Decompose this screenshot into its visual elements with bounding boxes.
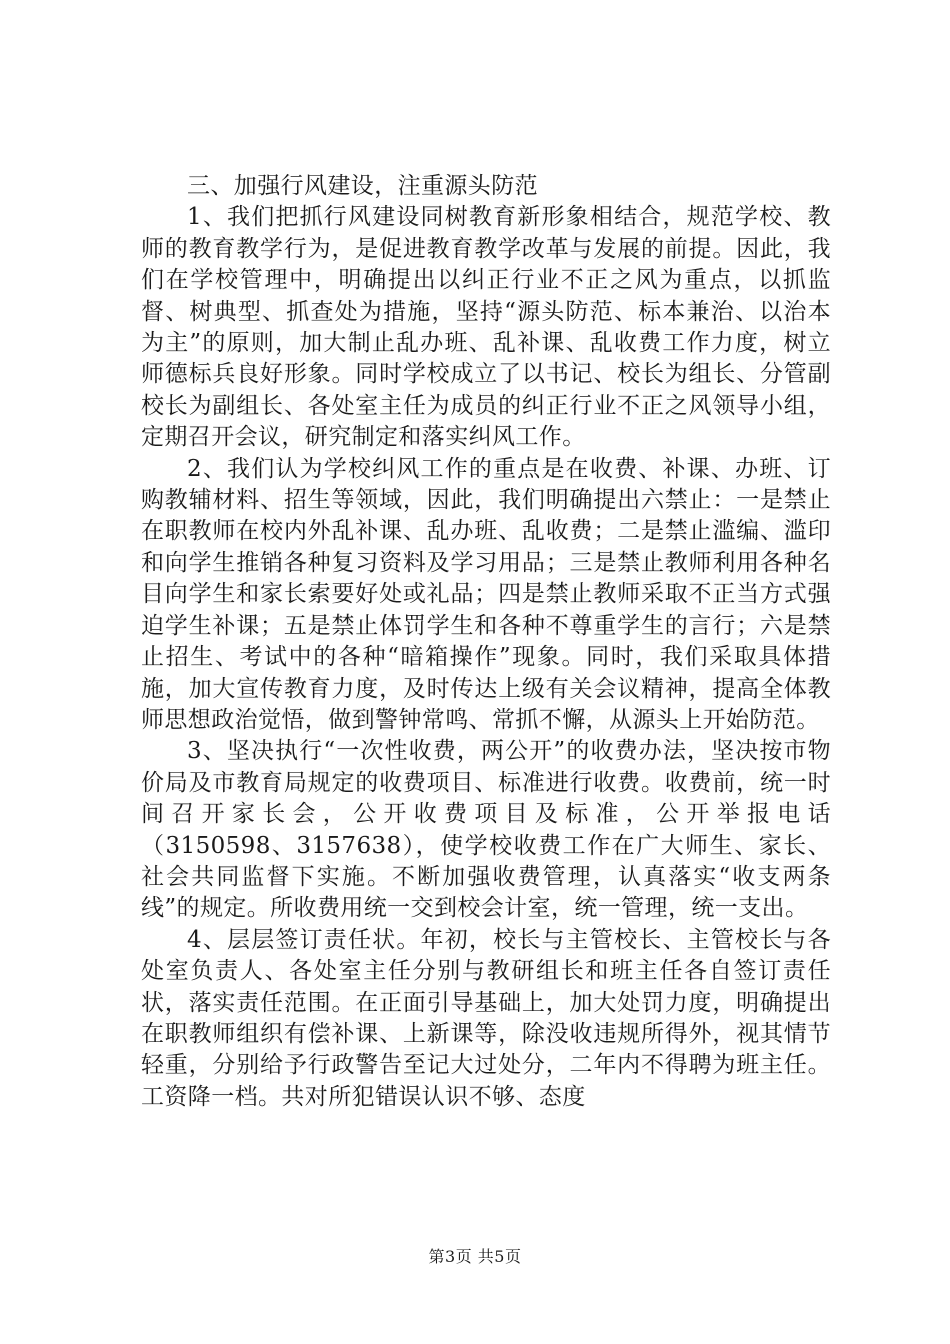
section-heading: 三、加强行风建设，注重源头防范 xyxy=(187,173,538,199)
page-footer: 第3页 共5页 xyxy=(428,1247,522,1266)
document-body xyxy=(141,171,831,1113)
paragraph-4: 4、层层签订责任状。年初，校长与主管校长、主管校长与各处室负责人、各处室主任分别与教研组长和班主任各自签订责任状，落实责任范围。在正面引导基础上，加大处罚力度，明确提出在职教师组织有偿补课、上新课等，除没收违规所得外，视其情节轻重，分别给予行政警告至记大过处分，二年内不得聘为班主任。工资降一档。共对所犯错误认识不够、态度 xyxy=(141,926,831,1110)
paragraph-3: 3、坚决执行“一次性收费，两公开”的收费办法，坚决按市物价局及市教育局规定的收费项目、标准进行收费。收费前，统一时间召开家长会，公开收费项目及标准，公开举报电话（3150598、3157638），使学校收费工作在广大师生、家长、社会共同监督下实施。不断加强收费管理，认真落实“收支两条线”的规定。所收费用统一交到校会计室，统一管理，统一支出。 xyxy=(141,738,831,922)
paragraph-1: 1、我们把抓行风建设同树教育新形象相结合，规范学校、教师的教育教学行为，是促进教育教学改革与发展的前提。因此，我们在学校管理中，明确提出以纠正行业不正之风为重点，以抓监督、树典型、抓查处为措施，坚持“源头防范、标本兼治、以治本为主”的原则，加大制止乱办班、乱补课、乱收费工作力度，树立师德标兵良好形象。同时学校成立了以书记、校长为组长、分管副校长为副组长、各处室主任为成员的纠正行业不正之风领导小组，定期召开会议，研究制定和落实纠风工作。 xyxy=(141,204,831,451)
paragraph-2: 2、我们认为学校纠风工作的重点是在收费、补课、办班、订购教辅材料、招生等领域，因此，我们明确提出六禁止：一是禁止在职教师在校内外乱补课、乱办班、乱收费；二是禁止滥编、滥印和向学生推销各种复习资料及学习用品；三是禁止教师利用各种名目向学生和家长索要好处或礼品；四是禁止教师采取不正当方式强迫学生补课；五是禁止体罚学生和各种不尊重学生的言行；六是禁止招生、考试中的各种“暗箱操作”现象。同时，我们采取具体措施，加大宣传教育力度，及时传达上级有关会议精神，提高全体教师思想政治觉悟，做到警钟常鸣、常抓不懈，从源头上开始防范。 xyxy=(141,455,831,733)
